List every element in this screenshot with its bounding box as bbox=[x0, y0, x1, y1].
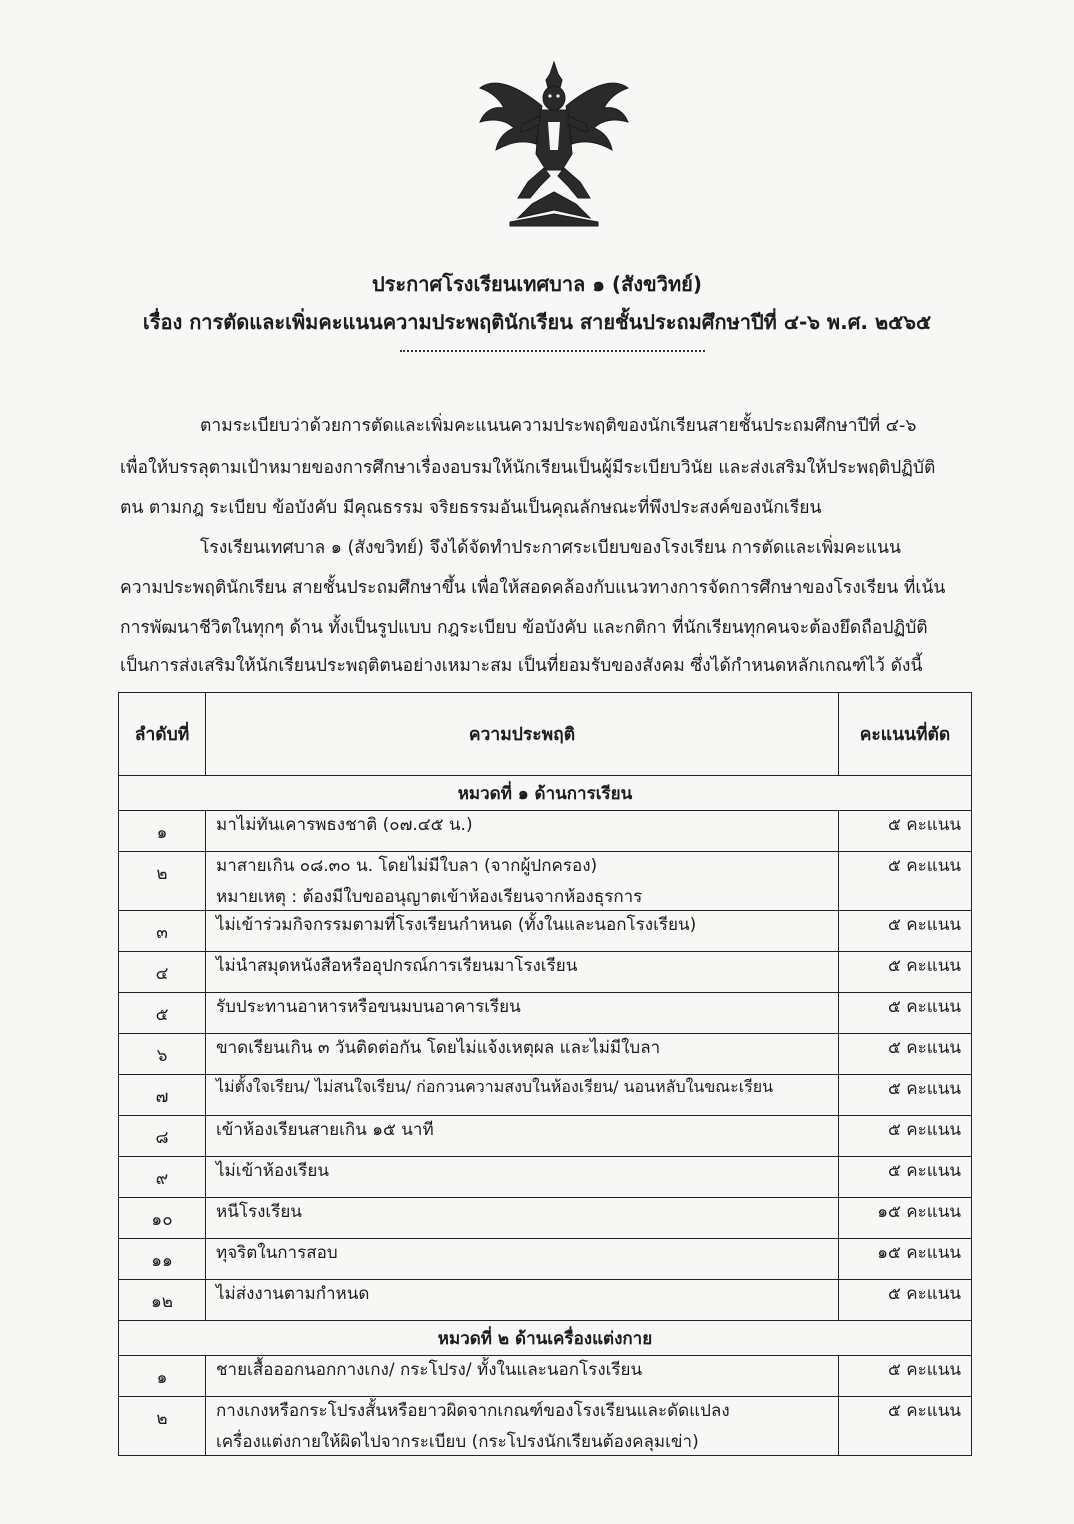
paragraph-2-line-4: เป็นการส่งเสริมให้นักเรียนประพฤติตนอย่างเหมาะสม เป็นที่ยอมรับของสังคม ซึ่งได้กำหนดหลักเกณฑ์ไว้ ดังนี้ bbox=[120, 656, 923, 676]
row-score: ๕ คะแนน bbox=[839, 952, 972, 993]
table-row bbox=[119, 852, 972, 911]
header-score: คะแนนที่ตัด bbox=[839, 693, 972, 776]
row-text: กางเกงหรือกระโปรงสั้นหรือยาวผิดจากเกณฑ์ของโรงเรียนและดัดแปลง bbox=[216, 1401, 730, 1421]
row-text: ไม่เข้าร่วมกิจกรรมตามที่โรงเรียนกำหนด (ทั้งในและนอกโรงเรียน) bbox=[206, 911, 839, 952]
row-no: ๙ bbox=[119, 1157, 206, 1198]
row-score: ๕ คะแนน bbox=[839, 1397, 972, 1456]
row-note: หมายเหตุ : ต้องมีใบขออนุญาตเข้าห้องเรียนจากห้องธุรการ bbox=[216, 887, 643, 907]
row-text: ขาดเรียนเกิน ๓ วันติดต่อกัน โดยไม่แจ้งเหตุผล และไม่มีใบลา bbox=[206, 1034, 839, 1075]
row-no: ๗ bbox=[119, 1075, 206, 1116]
paragraph-2-line-1: โรงเรียนเทศบาล ๑ (สังขวิทย์) จึงได้จัดทำประกาศระเบียบของโรงเรียน การตัดและเพิ่มคะแนน bbox=[200, 538, 901, 558]
row-note: เครื่องแต่งกายให้ผิดไปจากระเบียบ (กระโปรงนักเรียนต้องคลุมเข่า) bbox=[216, 1432, 699, 1452]
row-score: ๕ คะแนน bbox=[839, 993, 972, 1034]
row-no: ๕ bbox=[119, 993, 206, 1034]
table-row bbox=[119, 1075, 972, 1116]
row-no: ๘ bbox=[119, 1116, 206, 1157]
table-row bbox=[119, 1356, 972, 1397]
row-text: รับประทานอาหารหรือขนมบนอาคารเรียน bbox=[206, 993, 839, 1034]
table-row bbox=[119, 1034, 972, 1075]
table-row bbox=[119, 911, 972, 952]
row-text: เข้าห้องเรียนสายเกิน ๑๕ นาที bbox=[206, 1116, 839, 1157]
row-score: ๕ คะแนน bbox=[839, 911, 972, 952]
row-no: ๑๑ bbox=[119, 1239, 206, 1280]
row-text: หนีโรงเรียน bbox=[206, 1198, 839, 1239]
table-row bbox=[119, 952, 972, 993]
table-row bbox=[119, 811, 972, 852]
row-score: ๕ คะแนน bbox=[839, 1075, 972, 1116]
table-row bbox=[119, 1280, 972, 1321]
garuda-emblem-icon bbox=[470, 58, 638, 230]
row-no: ๒ bbox=[119, 1397, 206, 1456]
paragraph-2-line-3: การพัฒนาชีวิตในทุกๆ ด้าน ทั้งเป็นรูปแบบ กฎระเบียบ ข้อบังคับ และกติกา ที่นักเรียนทุกคนจะต้องยึดถือปฏิบัติ bbox=[120, 618, 928, 638]
row-text-cell bbox=[206, 1397, 839, 1456]
behavior-score-table bbox=[118, 692, 972, 1456]
title-divider bbox=[400, 350, 705, 352]
paragraph-1-line-3: ตน ตามกฎ ระเบียบ ข้อบังคับ มีคุณธรรม จริยธรรมอันเป็นคุณลักษณะที่พึงประสงค์ของนักเรียน bbox=[120, 498, 822, 518]
row-score: ๕ คะแนน bbox=[839, 1116, 972, 1157]
table-row bbox=[119, 993, 972, 1034]
row-text: ชายเสื้อออกนอกกางเกง/ กระโปรง/ ทั้งในและนอกโรงเรียน bbox=[206, 1356, 839, 1397]
row-text: ไม่ส่งงานตามกำหนด bbox=[206, 1280, 839, 1321]
category-row bbox=[119, 776, 972, 811]
row-no: ๑๒ bbox=[119, 1280, 206, 1321]
row-no: ๓ bbox=[119, 911, 206, 952]
table-header-row bbox=[119, 693, 972, 776]
row-text: มาไม่ทันเคารพธงชาติ (๐๗.๔๕ น.) bbox=[206, 811, 839, 852]
row-no: ๖ bbox=[119, 1034, 206, 1075]
row-text: ไม่นำสมุดหนังสือหรืออุปกรณ์การเรียนมาโรงเรียน bbox=[206, 952, 839, 993]
row-text: ไม่ตั้งใจเรียน/ ไม่สนใจเรียน/ ก่อกวนความสงบในห้องเรียน/ นอนหลับในขณะเรียน bbox=[206, 1075, 839, 1116]
row-no: ๔ bbox=[119, 952, 206, 993]
row-score: ๕ คะแนน bbox=[839, 1157, 972, 1198]
row-score: ๑๕ คะแนน bbox=[839, 1239, 972, 1280]
row-no: ๑๐ bbox=[119, 1198, 206, 1239]
row-score: ๕ คะแนน bbox=[839, 852, 972, 911]
announcement-title: ประกาศโรงเรียนเทศบาล ๑ (สังขวิทย์) bbox=[371, 272, 702, 296]
category-row bbox=[119, 1321, 972, 1356]
table-row bbox=[119, 1198, 972, 1239]
paragraph-2-line-2: ความประพฤตินักเรียน สายชั้นประถมศึกษาขึ้น เพื่อให้สอดคล้องกับแนวทางการจัดการศึกษาของโรงเรียน ที่เน้น bbox=[120, 578, 946, 598]
row-no: ๑ bbox=[119, 1356, 206, 1397]
row-text: มาสายเกิน ๐๘.๓๐ น. โดยไม่มีใบลา (จากผู้ปกครอง) bbox=[216, 856, 598, 876]
row-text: ทุจริตในการสอบ bbox=[206, 1239, 839, 1280]
paragraph-1-line-2: เพื่อให้บรรลุตามเป้าหมายของการศึกษาเรื่องอบรมให้นักเรียนเป็นผู้มีระเบียบวินัย และส่งเสริมให้ประพฤติปฏิบัติ bbox=[120, 458, 936, 478]
table-row bbox=[119, 1239, 972, 1280]
row-no: ๒ bbox=[119, 852, 206, 911]
row-text-cell bbox=[206, 852, 839, 911]
row-score: ๑๕ คะแนน bbox=[839, 1198, 972, 1239]
category-title: หมวดที่ ๒ ด้านเครื่องแต่งกาย bbox=[119, 1321, 972, 1356]
row-score: ๕ คะแนน bbox=[839, 1280, 972, 1321]
table-row bbox=[119, 1116, 972, 1157]
row-no: ๑ bbox=[119, 811, 206, 852]
table-body bbox=[119, 776, 972, 1456]
row-score: ๕ คะแนน bbox=[839, 1356, 972, 1397]
table-row bbox=[119, 1157, 972, 1198]
row-score: ๕ คะแนน bbox=[839, 1034, 972, 1075]
category-title: หมวดที่ ๑ ด้านการเรียน bbox=[119, 776, 972, 811]
row-text: ไม่เข้าห้องเรียน bbox=[206, 1157, 839, 1198]
table-row bbox=[119, 1397, 972, 1456]
announcement-subject: เรื่อง การตัดและเพิ่มคะแนนความประพฤตินักเรียน สายชั้นประถมศึกษาปีที่ ๔-๖ พ.ศ. ๒๕๖๕ bbox=[142, 310, 932, 334]
header-behavior: ความประพฤติ bbox=[206, 693, 839, 776]
row-score: ๕ คะแนน bbox=[839, 811, 972, 852]
header-no: ลำดับที่ bbox=[119, 693, 206, 776]
paragraph-1-line-1: ตามระเบียบว่าด้วยการตัดและเพิ่มคะแนนความประพฤติของนักเรียนสายชั้นประถมศึกษาปีที่ ๔-๖ bbox=[200, 416, 917, 436]
